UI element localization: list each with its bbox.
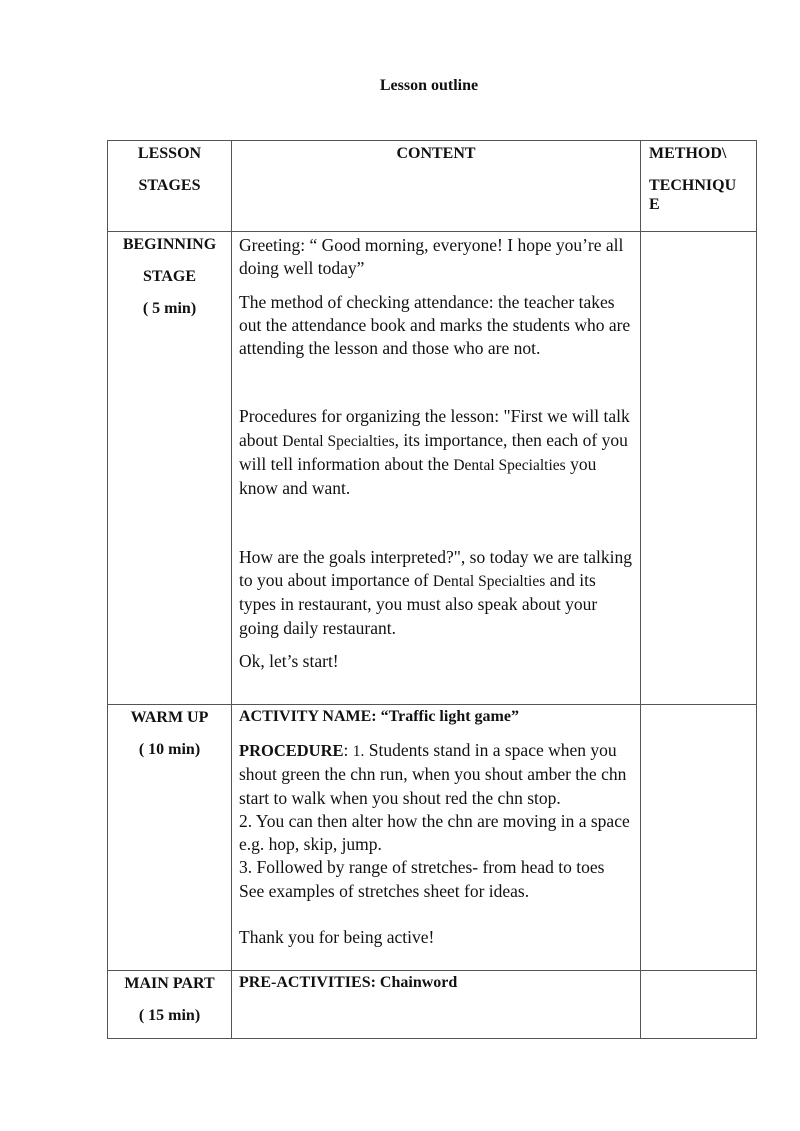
warm-up-stage-label: WARM UP: [130, 709, 209, 726]
document-title: Lesson outline: [379, 77, 479, 94]
procedures-term-1: Dental Specialties: [282, 432, 395, 450]
header-method-cell: [641, 141, 757, 232]
step-1-text: Students stand in a space when you shout green the chn run, when you shout amber the chn start to walk when you shout red the chn stop.: [239, 740, 627, 808]
beginning-method-cell: [641, 232, 757, 705]
procedure-step-2: 2. You can then alter how the chn are moving in a space e.g. hop, skip, jump.: [239, 810, 630, 855]
start-text: Ok, let’s start!: [239, 650, 339, 671]
procedure-step-3: 3. Followed by range of stretches- from head to toes See examples of stretches sheet for ideas.: [239, 857, 605, 901]
pre-activities-title: PRE-ACTIVITIES: Chainword: [239, 974, 458, 991]
step-1-number: 1.: [352, 743, 365, 760]
goals-term: Dental Specialties: [432, 572, 546, 590]
goals-part-a: How are the goals interpreted?", so today we are talking to you about importance of: [239, 546, 632, 590]
header-row: [108, 141, 757, 232]
thanks-text: Thank you for being active!: [239, 927, 435, 948]
warm-up-stage-cell: [108, 705, 232, 971]
beginning-stage-line1: BEGINNING: [122, 236, 217, 253]
warm-up-time: ( 10 min): [138, 741, 201, 758]
warm-up-row: [108, 705, 757, 971]
header-content-label: CONTENT: [396, 145, 476, 162]
procedure-colon: :: [343, 740, 353, 760]
procedures-part-c: you know and want.: [239, 454, 597, 499]
header-stages-line2: STAGES: [138, 177, 201, 194]
main-part-row: [108, 971, 757, 1039]
procedures-term-2: Dental Specialties: [453, 457, 566, 475]
attendance-text: The method of checking attendance: the teacher takes out the attendance book and marks the students who are attending the lesson and those who are not.: [239, 291, 631, 359]
beginning-stage-cell: [108, 232, 232, 705]
main-part-time: ( 15 min): [138, 1007, 201, 1024]
lesson-outline-table: [107, 140, 757, 1039]
header-method-line2: TECHNIQUE: [649, 177, 737, 213]
goals-part-b: and its types in restaurant, you must also speak about your going daily restaurant.: [239, 569, 598, 638]
beginning-stage-row: [108, 232, 757, 705]
header-stages-cell: [108, 141, 232, 232]
beginning-content-cell: [232, 232, 641, 705]
warm-up-content-cell: [232, 705, 641, 971]
procedure-label: PROCEDURE: [239, 741, 344, 760]
header-content-cell: [232, 141, 641, 232]
procedures-text: [239, 405, 634, 500]
main-part-stage-cell: [108, 971, 232, 1039]
main-part-method-cell: [641, 971, 757, 1039]
header-stages-line1: LESSON: [137, 145, 202, 162]
greeting-text: Greeting: “ Good morning, everyone! I hope you’re all doing well today”: [239, 235, 624, 279]
header-method-line1: METHOD\: [649, 145, 727, 162]
goals-text: [239, 546, 634, 640]
beginning-stage-line2: STAGE: [142, 268, 197, 285]
procedures-part-b: , its importance, then each of you will tell information about the: [239, 429, 628, 475]
activity-name: ACTIVITY NAME: “Traffic light game”: [239, 708, 519, 725]
main-part-content-cell: [232, 971, 641, 1039]
main-part-stage-label: MAIN PART: [124, 975, 215, 992]
warm-up-method-cell: [641, 705, 757, 971]
procedures-part-a: Procedures for organizing the lesson: "First we will talk about: [239, 406, 630, 450]
procedure-step-1: [239, 739, 634, 810]
beginning-stage-time: ( 5 min): [142, 300, 197, 317]
